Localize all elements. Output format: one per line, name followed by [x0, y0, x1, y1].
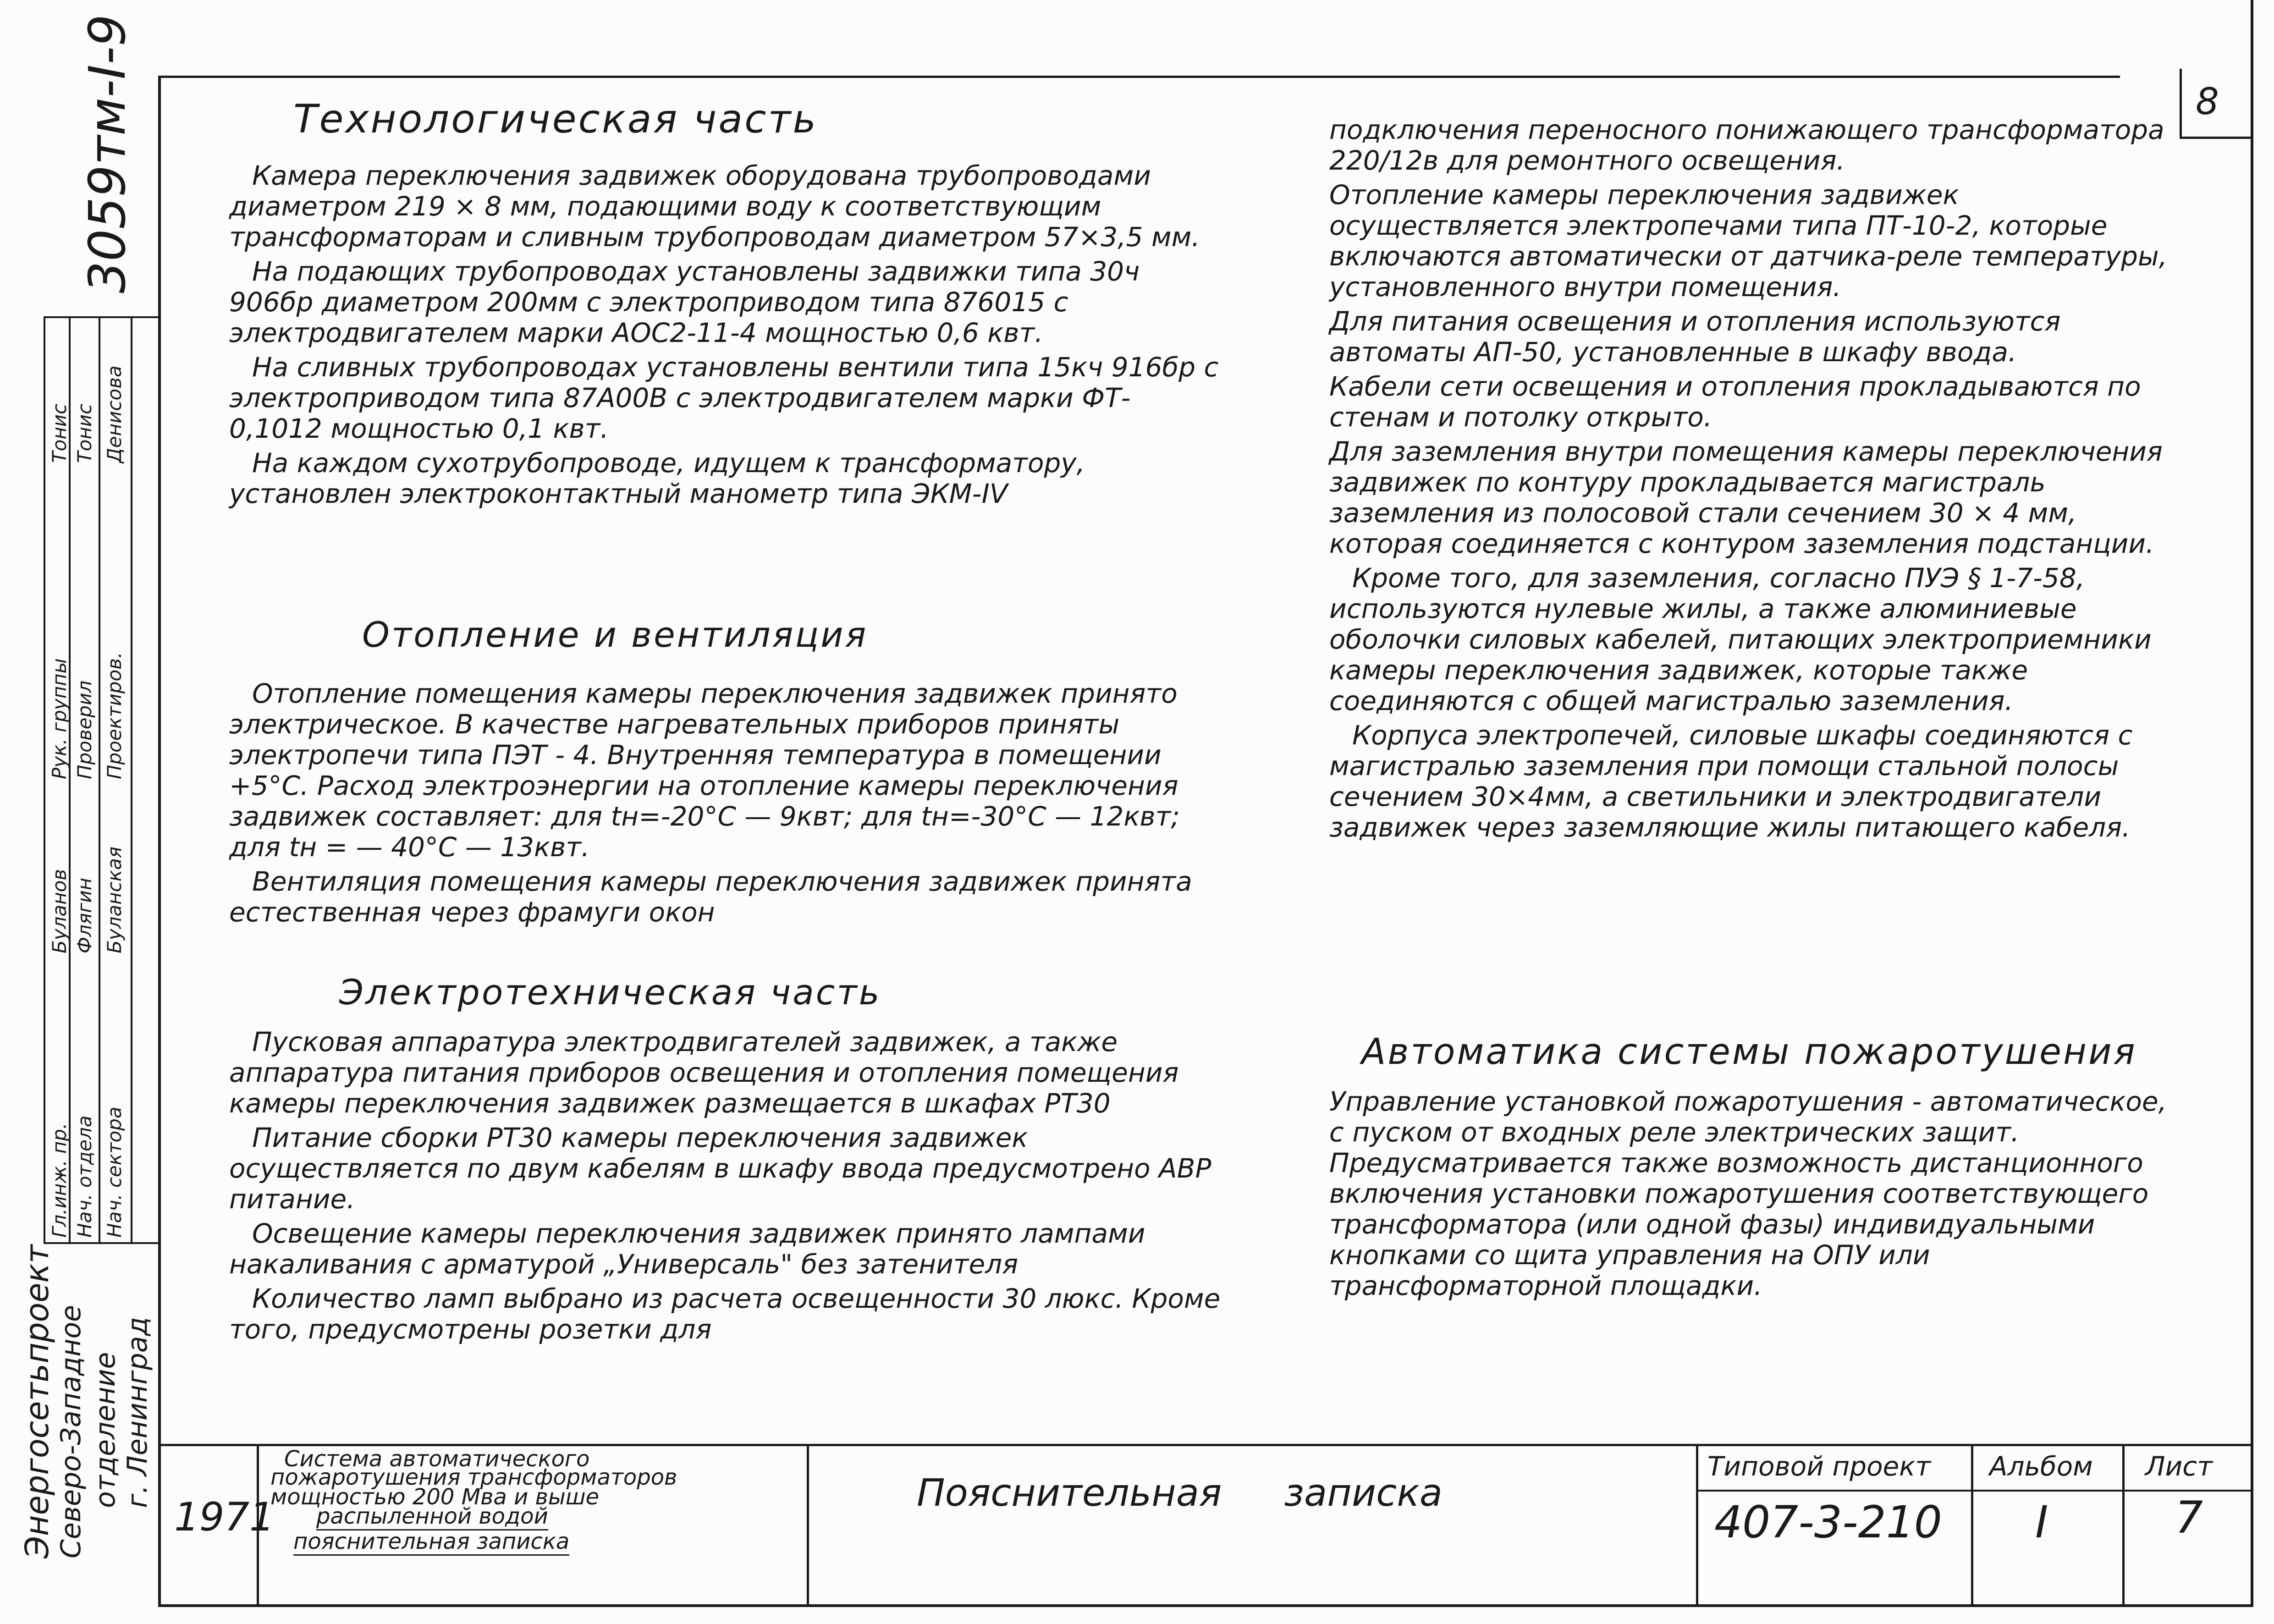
paragraph: подключения переносного понижающего трансформатора 220/12в для ремонтного освещения. [1329, 114, 2164, 176]
album-label: Альбом [1989, 1451, 2093, 1482]
frame-bottom-line [158, 1604, 2253, 1607]
title-block-div-3 [1696, 1444, 1698, 1607]
org-name-line1: Энергосетьпроект [18, 1244, 56, 1558]
title-block-div-2 [807, 1444, 809, 1607]
stamp-role-5: Проверил [73, 680, 96, 779]
description-line-4: распыленной водой [316, 1503, 548, 1530]
stamp-name-6: Денисова [103, 365, 126, 463]
page-number: 8 [2196, 80, 2219, 123]
heading-heating: Отопление и вентиляция [362, 614, 868, 655]
paragraph: Для питания освещения и отопления используются автоматы АП-50, установленные в шкафу ввода. [1329, 306, 2061, 368]
page-box-left [2180, 69, 2182, 138]
org-name-line4: г. Ленинград [121, 1316, 154, 1508]
org-name-line2: Северо-Западное [55, 1305, 87, 1558]
paragraph: На каждом сухотрубопроводе, идущем к трансформатору, установлен электроконтактный манометр типа ЭКМ-IV [229, 447, 1085, 509]
paragraph: Вентиляция помещения камеры переключения задвижек принята естественная через фрамуги окон [229, 866, 1192, 928]
project-label: Типовой проект [1707, 1451, 1931, 1482]
stamp-name-2: Флягин [73, 877, 96, 953]
title-block-div-4 [1971, 1444, 1973, 1607]
stamp-role-1: Гл.инж. пр. [48, 1123, 71, 1238]
frame-top-line [158, 76, 2120, 78]
paragraph: Отопление камеры переключения задвижек осуществляется электропечами типа ПТ-10-2, которые включаются автоматически от датчика-реле температуры, установленного внутри помещения. [1329, 179, 2168, 303]
stamp-outer-left [44, 316, 45, 1242]
sheet-label: Лист [2145, 1451, 2213, 1482]
stamp-divider-2 [44, 1242, 160, 1244]
stamp-name-3: Буланская [103, 846, 126, 953]
paragraph: Количество ламп выбрано из расчета освещенности 30 люкс. Кроме того, предусмотрены розетки для [229, 1283, 1221, 1345]
sheet-value: 7 [2175, 1492, 2203, 1543]
year: 1971 [174, 1494, 275, 1540]
title-block-mid [1696, 1490, 2253, 1492]
document-code: 3059тм-I-9 [78, 14, 137, 293]
stamp-col-2 [99, 316, 100, 1242]
heading-electrical: Электротехническая часть [339, 972, 881, 1013]
description-line-1: Система автоматического [284, 1446, 590, 1472]
frame-left-line [158, 76, 161, 1607]
paragraph: Камера переключения задвижек оборудована трубопроводами диаметром 219 × 8 мм, подающими воду к соответствующим трансформаторам и сливным трубопроводам диаметром 57×3,5 мм. [229, 160, 1200, 253]
frame-right-line [2251, 0, 2253, 1607]
stamp-role-2: Нач. отдела [73, 1115, 96, 1238]
stamp-name-4: Тонис [48, 403, 71, 463]
paragraph: Кабели сети освещения и отопления прокладываются по стенам и потолку открыто. [1329, 371, 2141, 433]
title-block-div-5 [2122, 1444, 2125, 1607]
stamp-name-5: Тонис [73, 403, 96, 463]
paragraph: На подающих трубопроводах установлены задвижки типа 30ч 906бр диаметром 200мм с электроприводом типа 876015 с электродвигателем марки АОС2-11-4 мощностью 0,6 квт. [229, 256, 1140, 348]
paragraph: Пусковая аппаратура электродвигателей задвижек, а также аппаратура питания приборов освещения и отопления помещения камеры переключения задвижек размещается в шкафах РТ30 [229, 1026, 1179, 1119]
paragraph: На сливных трубопроводах установлены вентили типа 15кч 916бр с электроприводом типа 87А00В с электродвигателем марки ФТ- 0,1012 мощностью 0,1 квт. [229, 352, 1219, 444]
paragraph: Для заземления внутри помещения камеры переключения задвижек по контуру прокладывается магистраль заземления из полосовой стали сечением 30 × 4 мм, которая соединяется с контуром заземления подстанции. [1329, 436, 2163, 559]
stamp-col-3 [131, 316, 132, 1242]
description-line-5: пояснительная записка [293, 1529, 569, 1556]
right-text-column-b [1329, 1086, 2168, 1305]
heading-automation: Автоматика системы пожаротушения [1361, 1031, 2137, 1073]
org-name-line3: отделение [89, 1352, 121, 1508]
stamp-name-1: Буланов [48, 869, 71, 953]
heading-technological: Технологическая часть [293, 96, 818, 142]
album-value: I [2035, 1497, 2048, 1548]
left-text-column-b [229, 678, 1228, 931]
left-text-column-a [229, 160, 1228, 513]
page-box-bottom [2180, 137, 2253, 139]
stamp-role-3: Нач. сектора [103, 1107, 126, 1238]
description-line-3: мощностью 200 Мва и выше [270, 1484, 600, 1510]
stamp-role-4: Рук. группы [48, 658, 71, 779]
right-text-column-a [1329, 115, 2168, 847]
paragraph: Корпуса электропечей, силовые шкафы соединяются с магистралью заземления при помощи стальной полосы сечением 30×4мм, а светильники и электродвигатели задвижек через заземляющие жилы питающего кабеля. [1329, 720, 2133, 843]
stamp-divider-1 [44, 316, 160, 318]
paragraph: Кроме того, для заземления, согласно ПУЭ § 1-7-58, используются нулевые жилы, а также алюминиевые оболочки силовых кабелей, питающих электроприемники камеры переключения задвижек, которые также соединяются с общей магистралью заземления. [1329, 562, 2152, 716]
paragraph: Управление установкой пожаротушения - автоматическое, с пуском от входных реле электрических защит. Предусматривается также возможность дистанционного включения установки пожаротушения соответствующего трансформатора (или одной фазы) индивидуальными кнопками со щита управления на ОПУ или трансформаторной площадки. [1329, 1086, 2167, 1301]
sheet-title: Пояснительная записка [917, 1471, 1443, 1515]
description-line-2: пожаротушения трансформаторов [270, 1464, 677, 1490]
paragraph: Питание сборки РТ30 камеры переключения задвижек осуществляется по двум кабелям в шкафу ввода предусмотрено АВР питание. [229, 1122, 1211, 1215]
stamp-role-6: Проектиров. [103, 652, 126, 779]
project-number: 407-3-210 [1714, 1497, 1942, 1548]
paragraph: Отопление помещения камеры переключения задвижек принято электрическое. В качестве нагревательных приборов приняты электропечи типа ПЭТ - 4. Внутренняя температура в помещении +5°С. Расход электроэнергии на отопление камеры переключения задвижек составляет: для tн=-20°С — 9квт; для tн=-30°С — 12квт; для tн = — 40°С — 13квт. [229, 678, 1180, 863]
paragraph: Освещение камеры переключения задвижек принято лампами накаливания с арматурой „Универсаль" без затенителя [229, 1218, 1145, 1280]
left-text-column-c [229, 1027, 1228, 1349]
